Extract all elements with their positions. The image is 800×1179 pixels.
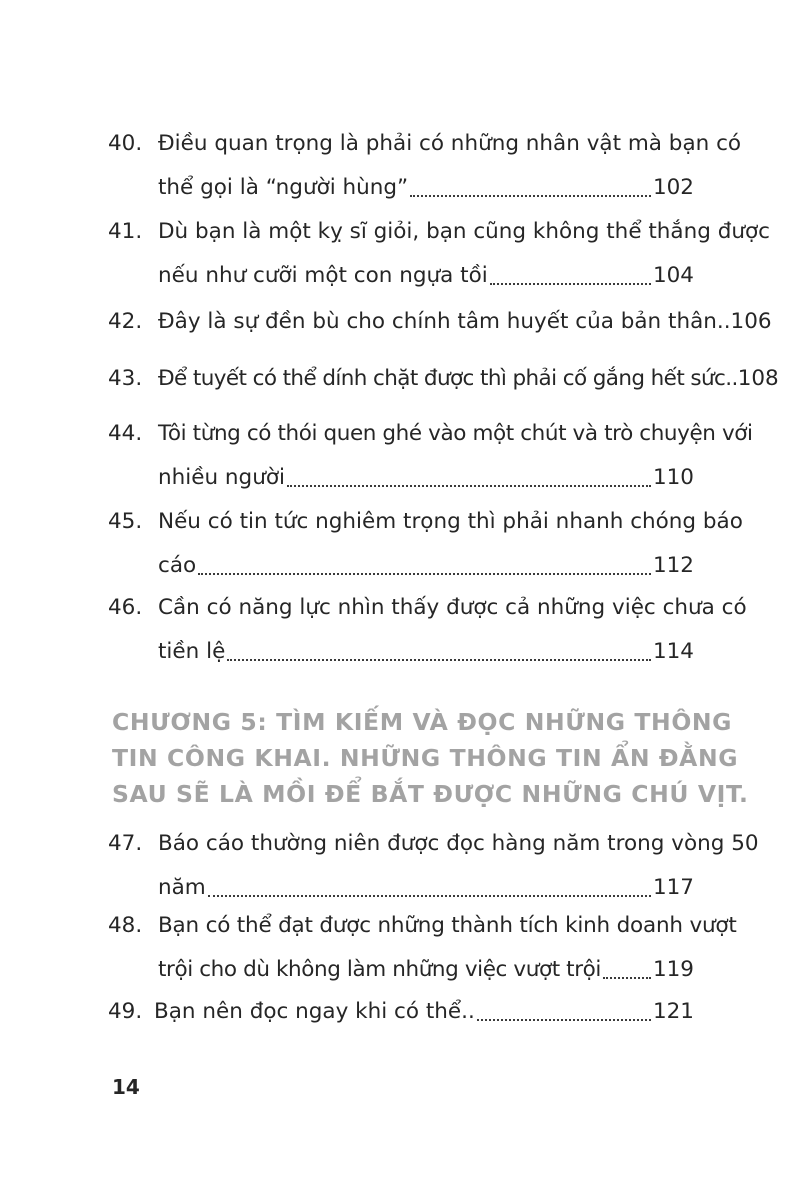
dot-leader xyxy=(227,659,651,661)
entry-number: 41. xyxy=(108,219,143,244)
entry-title-line1: Để tuyết có thể dính chặt được thì phải cố gắng hết sức.. xyxy=(158,366,738,391)
toc-entry-43 xyxy=(108,357,779,401)
entry-title-line1: Đây là sự đền bù cho chính tâm huyết của bản thân.. xyxy=(158,309,731,334)
entry-number: 47. xyxy=(108,831,143,856)
toc-entry-44 xyxy=(108,412,753,500)
entry-title-line2: nếu như cưỡi một con ngựa tồi xyxy=(158,263,488,288)
entry-number: 44. xyxy=(108,421,143,446)
entry-title-line1: Cần có năng lực nhìn thấy được cả những việc chưa có xyxy=(158,595,747,620)
entry-page-number: 102 xyxy=(652,175,694,200)
entry-title-line2: cáo xyxy=(158,553,197,578)
entry-title-line1: Tôi từng có thói quen ghé vào một chút và trò chuyện với xyxy=(158,421,753,446)
entry-title-line2: thể gọi là “người hùng” xyxy=(158,175,409,200)
toc-entry-41 xyxy=(108,210,770,298)
entry-number: 40. xyxy=(108,131,143,156)
entry-page-number: 106 xyxy=(730,309,772,334)
entry-page-number: 108 xyxy=(737,366,779,391)
entry-number: 42. xyxy=(108,309,143,334)
dot-leader xyxy=(603,977,651,979)
entry-title-line1: Dù bạn là một kỵ sĩ giỏi, bạn cũng không thể thắng được xyxy=(158,219,770,244)
entry-page-number: 117 xyxy=(652,875,694,900)
dot-leader xyxy=(490,283,651,285)
entry-page-number: 104 xyxy=(652,263,694,288)
entry-title-line1: Bạn có thể đạt được những thành tích kinh doanh vượt xyxy=(158,913,737,938)
dot-leader xyxy=(410,195,651,197)
entry-title-line2: tiền lệ xyxy=(158,639,226,664)
entry-title-line1: Bạn nên đọc ngay khi có thể.. xyxy=(154,999,475,1024)
toc-entry-49 xyxy=(108,990,694,1034)
toc-entry-45 xyxy=(108,500,743,588)
chapter-heading-line1: CHƯƠNG 5: TÌM KIẾM VÀ ĐỌC NHỮNG THÔNG xyxy=(112,708,733,736)
entry-page-number: 119 xyxy=(652,957,694,982)
toc-entry-48 xyxy=(108,904,737,992)
toc-entry-42 xyxy=(108,300,772,344)
entry-number: 49. xyxy=(108,999,143,1024)
entry-title-line2: năm xyxy=(158,875,206,900)
entry-page-number: 121 xyxy=(652,999,694,1024)
dot-leader xyxy=(208,895,651,897)
entry-page-number: 110 xyxy=(652,465,694,490)
chapter-heading-line3: SAU SẼ LÀ MỒI ĐỂ BẮT ĐƯỢC NHỮNG CHÚ VỊT. xyxy=(112,780,749,808)
entry-title-line1: Điều quan trọng là phải có những nhân vật mà bạn có xyxy=(158,131,742,156)
entry-page-number: 114 xyxy=(652,639,694,664)
entry-title-line1: Nếu có tin tức nghiêm trọng thì phải nhanh chóng báo xyxy=(158,509,743,534)
page-number: 14 xyxy=(112,1075,140,1099)
chapter-heading xyxy=(112,704,749,812)
entry-number: 43. xyxy=(108,366,143,391)
entry-title-line2: trội cho dù không làm những việc vượt trội xyxy=(158,957,601,982)
toc-entry-47 xyxy=(108,822,759,910)
dot-leader xyxy=(287,485,651,487)
entry-page-number: 112 xyxy=(652,553,694,578)
entry-title-line1: Báo cáo thường niên được đọc hàng năm trong vòng 50 xyxy=(158,831,759,856)
chapter-heading-line2: TIN CÔNG KHAI. NHỮNG THÔNG TIN ẨN ĐẰNG xyxy=(112,744,739,772)
dot-leader xyxy=(198,573,651,575)
entry-number: 46. xyxy=(108,595,143,620)
entry-number: 45. xyxy=(108,509,143,534)
dot-leader xyxy=(477,1019,651,1021)
toc-entry-46 xyxy=(108,586,747,674)
entry-title-line2: nhiều người xyxy=(158,465,285,490)
toc-entry-40 xyxy=(108,122,742,210)
entry-number: 48. xyxy=(108,913,143,938)
